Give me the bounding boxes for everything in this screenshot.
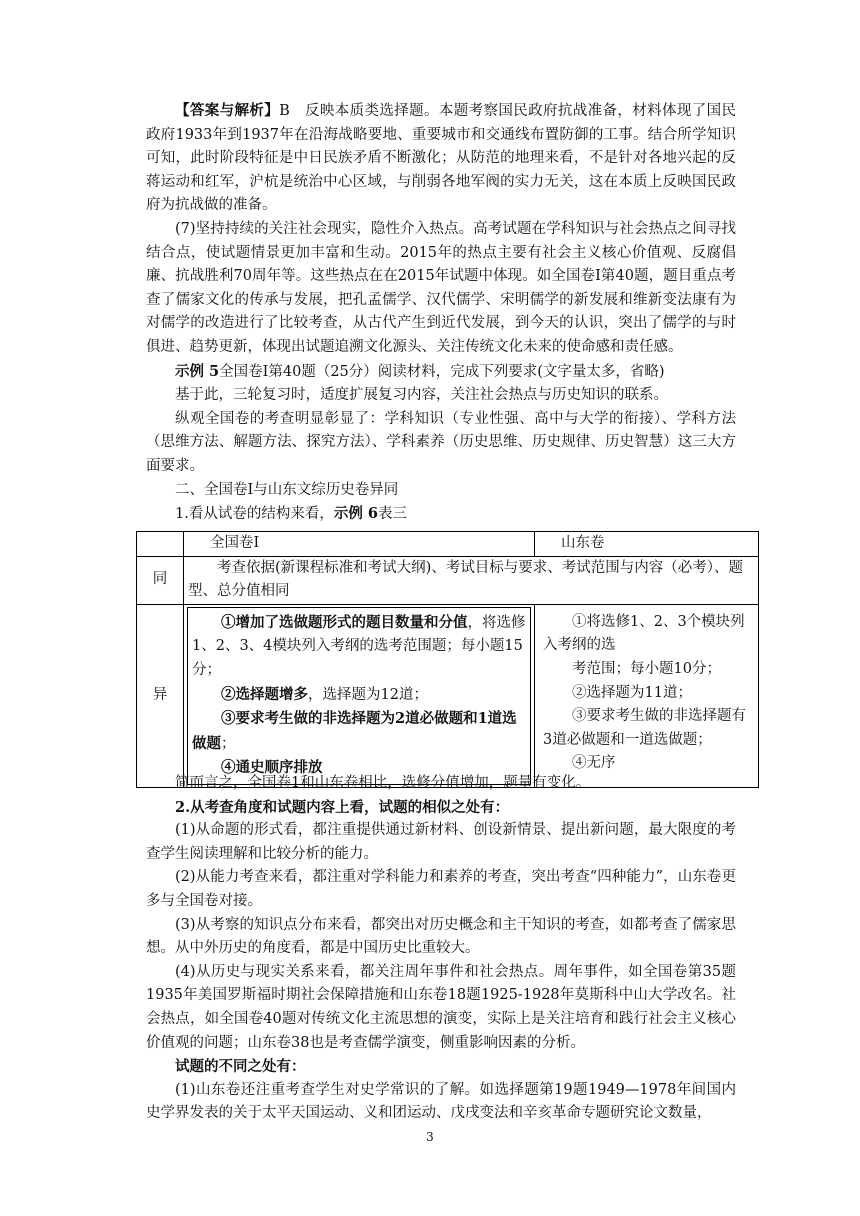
national-item-4-bold: ④通史顺序排放	[221, 759, 323, 777]
answer-analysis-paragraph	[146, 99, 736, 218]
national-item-3	[192, 707, 526, 756]
same-row	[137, 556, 759, 604]
national-item-1-bold: ①增加了选做题形式的题目数量和分值	[221, 613, 468, 631]
table-header-row	[137, 532, 759, 557]
structure-heading	[146, 502, 736, 527]
shandong-item-1: ①将选修1、2、3个模块列入考纲的选	[543, 613, 745, 654]
national-item-3-bold: ③要求考生做的非选择题为2道必做题和1道选做题	[192, 710, 517, 752]
structure-heading-text: 1.看从试卷的结构来看，	[175, 506, 334, 523]
shandong-item-3: ③要求考生做的非选择题有3道必做题和一道选做题；	[543, 708, 746, 748]
table-three-label: 表三	[377, 506, 407, 523]
paragraph-7: (7)坚持持续的关注社会现实，隐性介入热点。高考试题在学科知识与社会热点之间寻找结合点，使试题情景更加丰富和生动。2015年的热点主要有社会主义核心价值观、反腐倡廉、抗战胜利70周年等。这些热点在在2015年试题中体现。如全国卷Ⅰ第40题，题目重点考查了儒家文化的传承与发展，把孔孟儒学、汉代儒学、宋明儒学的新发展和维新变法康有为对儒学的改造进行了比较考查，从古代产生到近代发展，到今天的认识，突出了儒学的与时俱进、趋势更新，体现出试题追溯文化源头、关注传统文化未来的使命感和责任感。	[146, 220, 736, 355]
difference-1: (1)山东卷还注重考查学生对史学常识的了解。如选择题第19题1949—1978年间国内史学界发表的关于太平天国运动、义和团运动、戊戌变法和辛亥革命专题研究论文数量，	[146, 1081, 736, 1122]
diff-label: 异	[137, 604, 184, 787]
shandong-item-4: ④无序	[572, 755, 616, 772]
header-shandong: 山东卷	[535, 532, 759, 557]
shandong-item-2: ②选择题为11道；	[572, 684, 692, 701]
similarity-3: (3)从考察的知识点分布来看，都突出对历史概念和主干知识的考查，如都考查了儒家思想。从中外历史的角度看，都是中国历史比重较大。	[146, 916, 736, 957]
national-item-3-rest: ；	[221, 735, 236, 752]
shandong-diff-box	[538, 607, 755, 780]
header-corner-cell	[137, 532, 184, 557]
header-national: 全国卷Ⅰ	[184, 532, 535, 557]
national-item-1	[192, 611, 526, 683]
bottom-text-block	[146, 772, 736, 1126]
top-text-block	[146, 99, 736, 527]
similarity-2: (2)从能力考查来看，都注重对学科能力和素养的考查，突出考查“四种能力”，山东卷更多与全国卷对接。	[146, 869, 736, 909]
same-label: 同	[137, 556, 184, 604]
shandong-item-1-cont: 考范围；每小题10分；	[572, 660, 721, 677]
national-item-2-rest: ，选择题为12道；	[308, 686, 428, 703]
answer-analysis-lead: 【答案与解析】	[175, 102, 280, 119]
example-5-paragraph	[146, 360, 736, 385]
similarities-heading: 2.从考查角度和试题内容上看，试题的相似之处有：	[175, 798, 510, 816]
review-paragraph: 基于此，三轮复习时，适度扩展复习内容，关注社会热点与历史知识的联系。	[175, 387, 668, 404]
example-5-text: 全国卷Ⅰ第40题（25分）阅读材料，完成下列要求(文字量太多，省略)	[219, 363, 665, 380]
national-diff-cell	[184, 604, 535, 787]
national-item-2	[192, 683, 526, 708]
similarity-4: (4)从历史与现实关系来看，都关注周年事件和社会热点。周年事件，如全国卷第35题1935年美国罗斯福时期社会保障措施和山东卷18题1925-1928年莫斯科中山大学改名。社会热点，如全国卷40题对传统文化主流思想的演变，实际上是关注培育和践行社会主义核心价值观的问题；山东卷38也是考查儒学演变，侧重影响因素的分析。	[146, 963, 736, 1051]
example-5-label: 示例 5	[175, 362, 220, 380]
differences-heading: 试题的不同之处有：	[175, 1058, 306, 1076]
shandong-diff-cell	[535, 604, 759, 787]
comparison-table	[136, 531, 759, 788]
section-two-heading: 二、全国卷Ⅰ与山东文综历史卷异同	[175, 481, 399, 498]
same-text: 考查依据(新课程标准和考试大纲)、考试目标与要求、考试范围与内容（必考）、题型、总分值相同	[184, 556, 759, 604]
diff-row	[137, 604, 759, 787]
example-6-label: 示例 6	[333, 505, 378, 523]
page-number: 3	[426, 1130, 434, 1144]
national-item-1-rest: ，将选修1、2、3、4模块列入考纲的选考范围题；每小题15分；	[192, 614, 526, 678]
overview-paragraph: 纵观全国卷的考查明显彰显了：学科知识（专业性强、高中与大学的衔接）、学科方法（思维方法、解题方法、探究方法）、学科素养（历史思维、历史规律、历史智慧）这三大方面要求。	[146, 410, 736, 474]
answer-analysis-text: B 反映本质类选择题。本题考察国民政府抗战准备，材料体现了国民政府1933年到1937年在沿海战略要地、重要城市和交通线布置防御的工事。结合所学知识可知，此时阶段特征是中日民族矛盾不断激化；从防范的地理来看，不是针对各地兴起的反蒋运动和红军，沪杭是统治中心区域，与削弱各地军阀的实力无关，这在本质上反映国民政府为抗战做的准备。	[146, 103, 737, 214]
similarity-1: (1)从命题的形式看，都注重提供通过新材料、创设新情景、提出新问题，最大限度的考查学生阅读理解和比较分析的能力。	[146, 822, 736, 862]
summary-paragraph: 简而言之，全国卷1和山东卷相比，选修分值增加，题量有变化。	[175, 775, 591, 791]
national-diff-box	[187, 607, 531, 785]
national-item-2-bold: ②选择题增多	[221, 685, 308, 703]
